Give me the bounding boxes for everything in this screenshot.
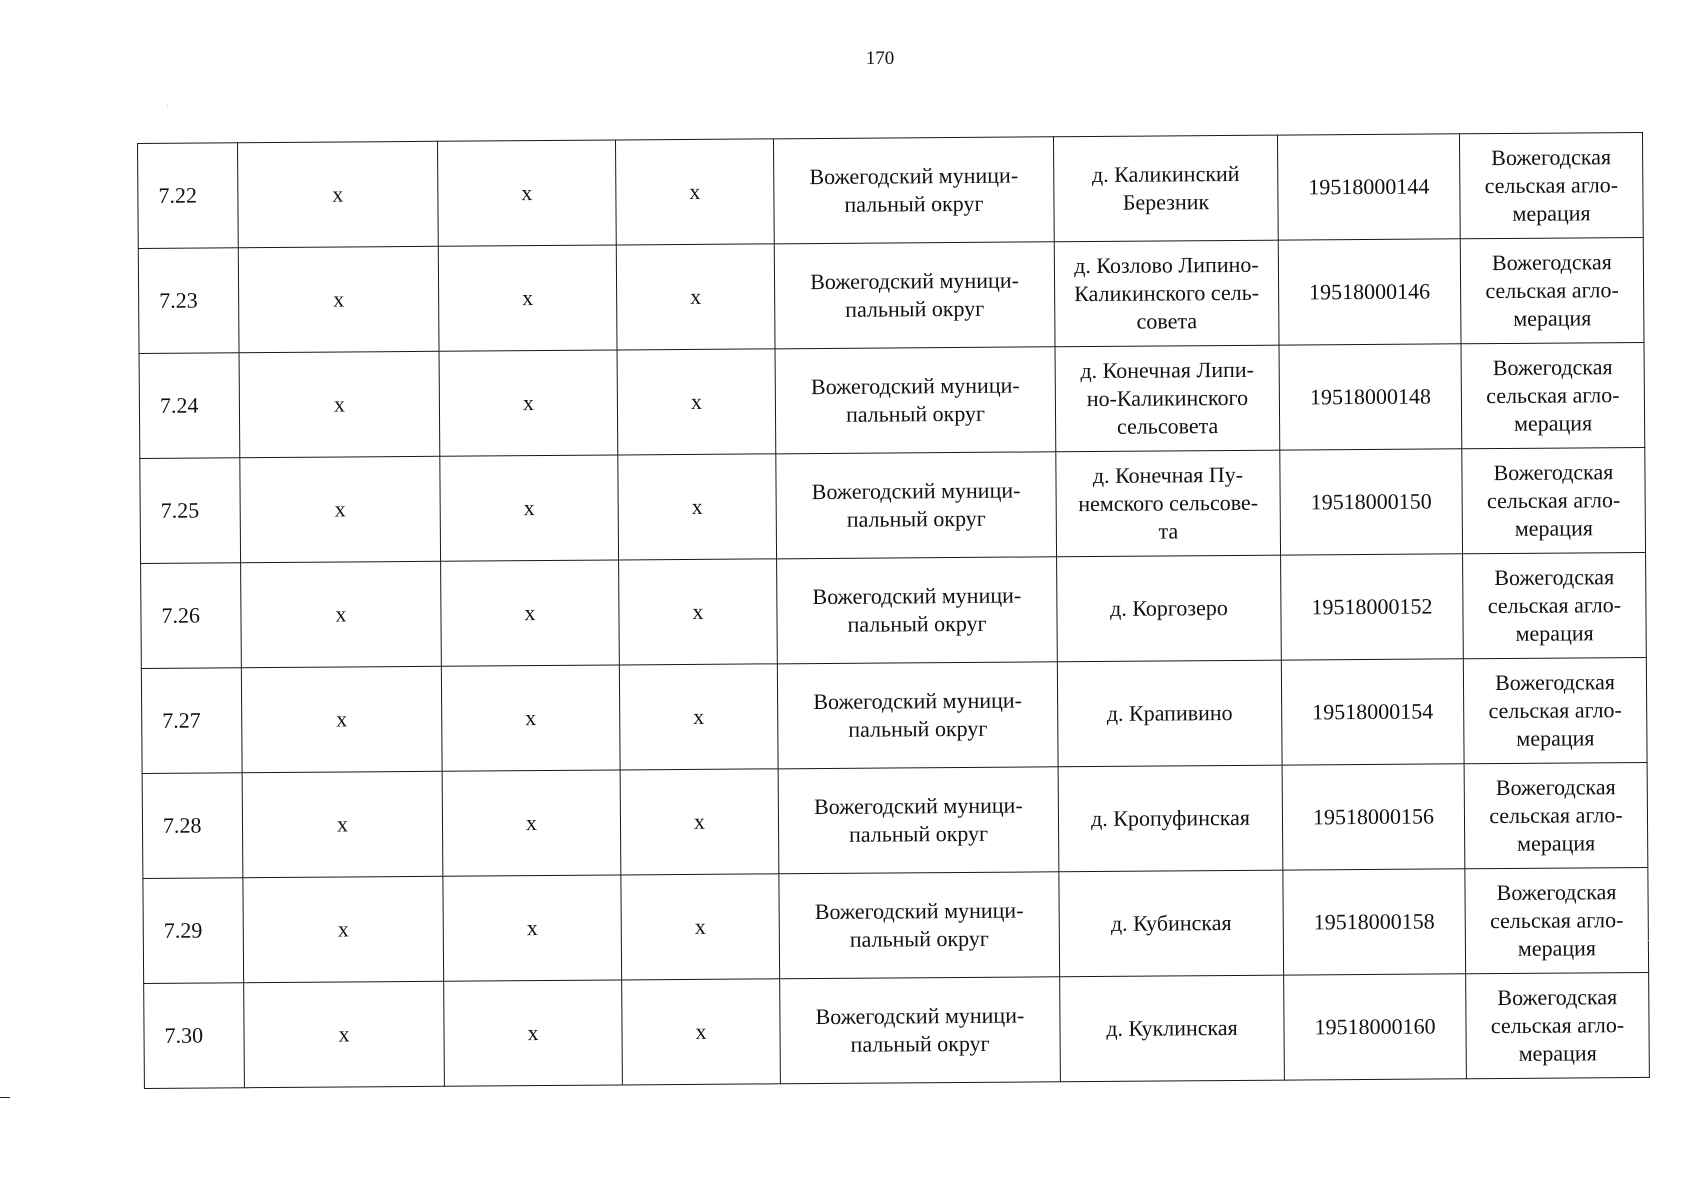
agglomeration-cell: Вожегодская сельская агло- мерация	[1464, 762, 1648, 868]
x-mark-cell: х	[619, 664, 778, 770]
settlement-cell: д. Каликинский Березник	[1053, 135, 1278, 242]
x-mark-cell: х	[238, 141, 439, 247]
district-cell: Вожегодский муници- пальный округ	[777, 557, 1058, 664]
agglomeration-cell: Вожегодская сельская агло- мерация	[1465, 867, 1649, 973]
x-mark-cell: х	[242, 771, 443, 877]
x-mark-cell: х	[438, 245, 617, 351]
agglomeration-cell: Вожегодская сельская агло- мерация	[1461, 342, 1645, 448]
x-mark-cell: х	[440, 455, 619, 561]
row-number-cell: 7.29	[143, 878, 244, 984]
row-number-cell: 7.30	[144, 983, 245, 1089]
oktmo-code-cell: 19518000160	[1284, 974, 1467, 1080]
oktmo-code-cell: 19518000144	[1277, 134, 1460, 240]
table-container	[137, 132, 1649, 1089]
district-cell: Вожегодский муници- пальный округ	[778, 767, 1059, 874]
settlement-cell: д. Коргозеро	[1057, 555, 1282, 662]
x-mark-cell: х	[238, 246, 439, 352]
row-number-cell: 7.24	[139, 353, 240, 459]
district-cell: Вожегодский муници- пальный округ	[775, 347, 1056, 454]
settlement-cell: д. Кубинская	[1059, 870, 1284, 977]
row-number-cell: 7.27	[141, 668, 242, 774]
x-mark-cell: х	[441, 665, 620, 771]
x-mark-cell: х	[244, 981, 445, 1087]
table-row	[142, 762, 1648, 878]
district-cell: Вожегодский муници- пальный округ	[780, 977, 1061, 1084]
table-row	[141, 657, 1647, 773]
row-number-cell: 7.26	[141, 563, 242, 669]
district-cell: Вожегодский муници- пальный округ	[773, 137, 1054, 244]
x-mark-cell: х	[441, 560, 620, 666]
oktmo-code-cell: 19518000148	[1279, 344, 1462, 450]
table-row	[143, 867, 1649, 983]
oktmo-code-cell: 19518000154	[1281, 659, 1464, 765]
district-cell: Вожегодский муници- пальный округ	[776, 452, 1057, 559]
x-mark-cell: х	[443, 875, 622, 981]
agglomeration-cell: Вожегодская сельская агло- мерация	[1463, 552, 1647, 658]
x-mark-cell: х	[439, 350, 618, 456]
x-mark-cell: х	[618, 454, 777, 560]
table-row	[140, 447, 1646, 563]
table-row	[138, 237, 1644, 353]
oktmo-code-cell: 19518000146	[1278, 239, 1461, 345]
x-mark-cell: х	[621, 874, 780, 980]
oktmo-code-cell: 19518000156	[1282, 764, 1465, 870]
scan-speck	[1648, 940, 1649, 941]
x-mark-cell: х	[615, 139, 774, 245]
table-row	[139, 342, 1645, 458]
oktmo-code-cell: 19518000158	[1283, 869, 1466, 975]
agglomeration-cell: Вожегодская сельская агло- мерация	[1460, 237, 1644, 343]
table-row	[144, 972, 1650, 1088]
table-row	[138, 132, 1644, 248]
x-mark-cell: х	[243, 876, 444, 982]
row-number-cell: 7.25	[140, 458, 241, 564]
page-number: 170	[865, 48, 895, 69]
settlement-cell: д. Куклинская	[1060, 975, 1285, 1082]
x-mark-cell: х	[442, 770, 621, 876]
settlement-cell: д. Конечная Липи- но-Каликинского сельсовета	[1055, 345, 1280, 452]
oktmo-code-cell: 19518000150	[1280, 449, 1463, 555]
settlement-cell: д. Крапивино	[1057, 660, 1282, 767]
agglomeration-cell: Вожегодская сельская агло- мерация	[1463, 657, 1647, 763]
row-number-cell: 7.22	[138, 143, 239, 249]
x-mark-cell: х	[444, 980, 623, 1086]
settlement-cell: д. Козлово Липино- Каликинского сель- совета	[1054, 240, 1279, 347]
agglomeration-cell: Вожегодская сельская агло- мерация	[1459, 132, 1643, 238]
scan-speck	[167, 105, 168, 106]
x-mark-cell: х	[240, 456, 441, 562]
row-number-cell: 7.23	[138, 248, 239, 354]
x-mark-cell: х	[241, 666, 442, 772]
oktmo-code-cell: 19518000152	[1281, 554, 1464, 660]
x-mark-cell: х	[620, 769, 779, 875]
agglomeration-cell: Вожегодская сельская агло- мерация	[1462, 447, 1646, 553]
x-mark-cell: х	[622, 979, 781, 1085]
scan-edge-mark	[0, 1097, 10, 1098]
district-cell: Вожегодский муници- пальный округ	[777, 662, 1058, 769]
agglomeration-cell: Вожегодская сельская агло- мерация	[1466, 972, 1650, 1078]
row-number-cell: 7.28	[142, 773, 243, 879]
x-mark-cell: х	[437, 140, 616, 246]
x-mark-cell: х	[241, 561, 442, 667]
district-cell: Вожегодский муници- пальный округ	[779, 872, 1060, 979]
settlement-cell: д. Конечная Пу- немского сельсове- та	[1056, 450, 1281, 557]
x-mark-cell: х	[617, 349, 776, 455]
x-mark-cell: х	[619, 559, 778, 665]
table-row	[141, 552, 1647, 668]
settlements-table	[137, 132, 1650, 1089]
settlement-cell: д. Кропуфинская	[1058, 765, 1283, 872]
x-mark-cell: х	[616, 244, 775, 350]
district-cell: Вожегодский муници- пальный округ	[774, 242, 1055, 349]
x-mark-cell: х	[239, 351, 440, 457]
